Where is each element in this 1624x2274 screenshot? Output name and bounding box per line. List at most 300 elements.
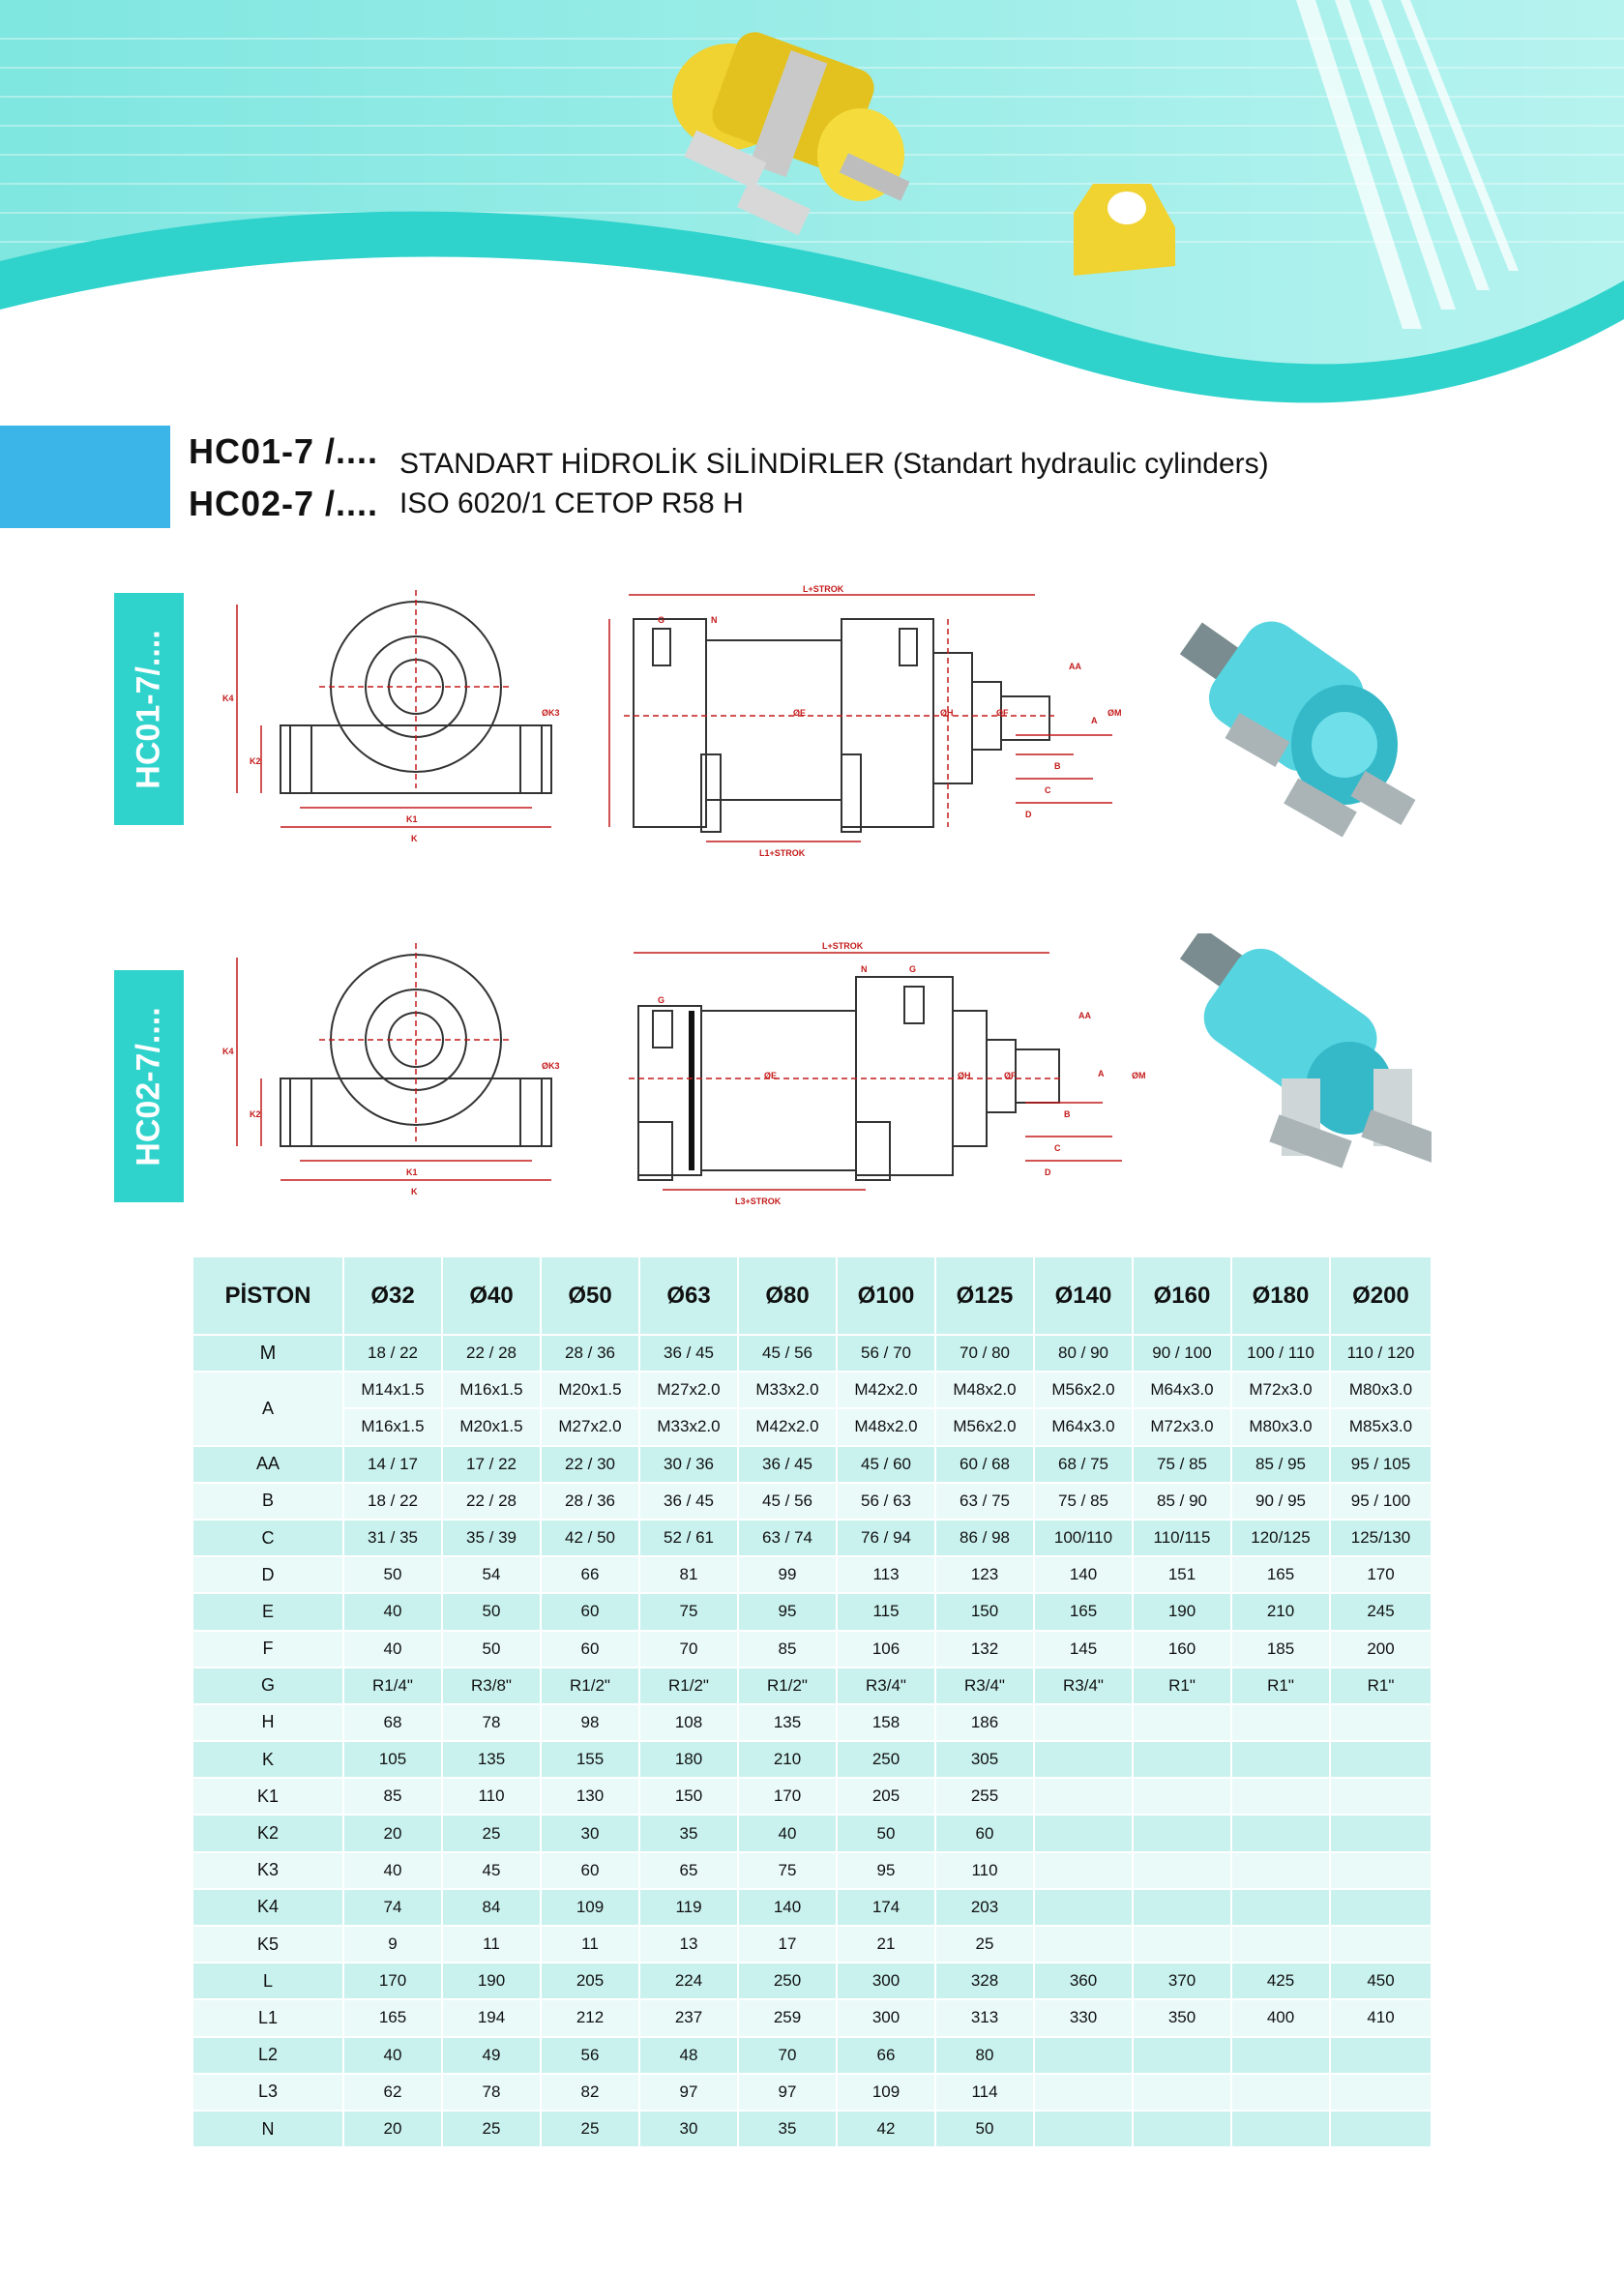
table-cell: M27x2.0: [639, 1372, 738, 1408]
cyan-cylinder-image-2: [1180, 933, 1432, 1168]
table-cell: [1231, 2111, 1330, 2146]
table-cell: [1034, 2111, 1133, 2146]
page-subtitle: ISO 6020/1 CETOP R58 H: [399, 487, 744, 519]
table-cell: [1231, 1815, 1330, 1851]
table-cell: 120/125: [1231, 1520, 1330, 1556]
table-cell: 40: [343, 1852, 442, 1889]
table-cell: 31 / 35: [343, 1520, 442, 1556]
table-cell: [1231, 1889, 1330, 1926]
table-cell: 28 / 36: [541, 1335, 639, 1372]
table-cell: 113: [837, 1556, 935, 1593]
row-label: L3: [193, 2074, 343, 2111]
table-cell: M64x3.0: [1133, 1372, 1231, 1408]
table-cell: R1/2": [639, 1668, 738, 1704]
table-header-bore: Ø80: [738, 1257, 837, 1335]
table-cell: M72x3.0: [1133, 1408, 1231, 1445]
table-cell: 66: [541, 1556, 639, 1593]
table-cell: [1330, 1741, 1432, 1778]
table-cell: [1330, 2037, 1432, 2074]
table-cell: 135: [738, 1704, 837, 1741]
table-cell: 45: [442, 1852, 541, 1889]
table-cell: [1034, 2074, 1133, 2111]
table-cell: 86 / 98: [935, 1520, 1034, 1556]
dim-k3-2: ØK3: [542, 1061, 560, 1071]
table-row: [193, 1999, 1432, 2036]
table-cell: [1330, 1852, 1432, 1889]
table-cell: M33x2.0: [639, 1408, 738, 1445]
table-cell: 22 / 30: [541, 1446, 639, 1483]
table-cell: 125/130: [1330, 1520, 1432, 1556]
table-cell: 95 / 100: [1330, 1483, 1432, 1520]
table-cell: 17: [738, 1926, 837, 1963]
table-body: [193, 1335, 1432, 2146]
dim-k3: ØK3: [542, 708, 560, 718]
table-cell: 80: [935, 2037, 1034, 2074]
table-cell: 108: [639, 1704, 738, 1741]
table-cell: R3/4": [1034, 1668, 1133, 1704]
table-cell: 165: [1231, 1556, 1330, 1593]
table-cell: [1330, 1704, 1432, 1741]
table-header-bore: Ø160: [1133, 1257, 1231, 1335]
table-cell: 410: [1330, 1999, 1432, 2036]
table-cell: [1330, 2111, 1432, 2146]
specification-table: [193, 1257, 1432, 2146]
table-cell: 186: [935, 1704, 1034, 1741]
product-code-2: HC02-7 /....: [189, 484, 379, 523]
table-header-bore: Ø180: [1231, 1257, 1330, 1335]
table-cell: [1133, 2037, 1231, 2074]
table-cell: M85x3.0: [1330, 1408, 1432, 1445]
side-tab-hc01: [114, 593, 184, 825]
table-cell: 190: [442, 1963, 541, 1999]
table-cell: 50: [442, 1593, 541, 1630]
dim-k1-2: K1: [406, 1167, 418, 1177]
table-cell: [1231, 1926, 1330, 1963]
table-cell: 330: [1034, 1999, 1133, 2036]
dim-b: B: [1054, 761, 1061, 771]
table-cell: 22 / 28: [442, 1335, 541, 1372]
table-cell: R3/8": [442, 1668, 541, 1704]
table-row: [193, 1556, 1432, 1593]
side-tab-hc02-label: HC02-7/....: [130, 1006, 167, 1167]
table-cell: [1231, 1741, 1330, 1778]
table-cell: 81: [639, 1556, 738, 1593]
table-cell: 56 / 63: [837, 1483, 935, 1520]
table-cell: [1330, 1926, 1432, 1963]
table-cell: 224: [639, 1963, 738, 1999]
table-cell: [1034, 1889, 1133, 1926]
table-cell: R1": [1133, 1668, 1231, 1704]
table-cell: 255: [935, 1778, 1034, 1815]
table-cell: 203: [935, 1889, 1034, 1926]
table-cell: 65: [639, 1852, 738, 1889]
table-header-bore: Ø100: [837, 1257, 935, 1335]
dim-stroke1: L1+STROK: [759, 848, 806, 858]
table-cell: 194: [442, 1999, 541, 2036]
table-cell: 42: [837, 2111, 935, 2146]
table-cell: 165: [1034, 1593, 1133, 1630]
table-cell: 45 / 60: [837, 1446, 935, 1483]
table-cell: 180: [639, 1741, 738, 1778]
table-cell: 50: [343, 1556, 442, 1593]
table-cell: 170: [1330, 1556, 1432, 1593]
table-cell: 42 / 50: [541, 1520, 639, 1556]
table-cell: 36 / 45: [639, 1483, 738, 1520]
row-label: N: [193, 2111, 343, 2146]
dim-h: ØH: [940, 708, 954, 718]
table-cell: 400: [1231, 1999, 1330, 2036]
table-cell: M42x2.0: [837, 1372, 935, 1408]
table-cell: M80x3.0: [1231, 1408, 1330, 1445]
table-cell: 190: [1133, 1593, 1231, 1630]
table-cell: 185: [1231, 1631, 1330, 1668]
table-cell: [1231, 1852, 1330, 1889]
row-label: K1: [193, 1778, 343, 1815]
table-cell: 109: [541, 1889, 639, 1926]
row-label: D: [193, 1556, 343, 1593]
dim-k: K: [411, 834, 418, 843]
dim-m: ØM: [1107, 708, 1122, 718]
table-row: [193, 1408, 1432, 1445]
table-cell: 200: [1330, 1631, 1432, 1668]
table-cell: 115: [837, 1593, 935, 1630]
table-cell: 11: [442, 1926, 541, 1963]
table-row: [193, 1593, 1432, 1630]
dim-f-2: ØF: [1004, 1071, 1017, 1080]
row-label: K: [193, 1741, 343, 1778]
dim-k2: K2: [250, 756, 261, 766]
table-row: [193, 1741, 1432, 1778]
table-cell: 40: [343, 2037, 442, 2074]
table-cell: 50: [442, 1631, 541, 1668]
table-cell: M16x1.5: [343, 1408, 442, 1445]
table-cell: [1133, 1778, 1231, 1815]
table-row: [193, 1520, 1432, 1556]
table-cell: 17 / 22: [442, 1446, 541, 1483]
table-cell: 100 / 110: [1231, 1335, 1330, 1372]
table-cell: M20x1.5: [541, 1372, 639, 1408]
page-title: STANDART HİDROLİK SİLİNDİRLER (Standart hydraulic cylinders): [399, 448, 1269, 480]
table-cell: [1133, 1926, 1231, 1963]
table-row: [193, 1372, 1432, 1408]
table-cell: 11: [541, 1926, 639, 1963]
table-row: [193, 1815, 1432, 1851]
table-cell: 106: [837, 1631, 935, 1668]
dim-a-2: A: [1098, 1069, 1105, 1078]
dim-g-2: G: [658, 995, 665, 1005]
table-cell: 160: [1133, 1631, 1231, 1668]
table-cell: 70: [639, 1631, 738, 1668]
table-cell: 40: [343, 1593, 442, 1630]
row-label: K2: [193, 1815, 343, 1851]
table-header-row: [193, 1257, 1432, 1335]
table-cell: [1034, 1852, 1133, 1889]
table-cell: 85 / 90: [1133, 1483, 1231, 1520]
table-cell: M48x2.0: [837, 1408, 935, 1445]
table-cell: 158: [837, 1704, 935, 1741]
table-cell: 100/110: [1034, 1520, 1133, 1556]
row-label: C: [193, 1520, 343, 1556]
table-row: [193, 2111, 1432, 2146]
dim-c: C: [1045, 785, 1051, 795]
table-header-bore: Ø125: [935, 1257, 1034, 1335]
table-cell: [1133, 1815, 1231, 1851]
table-cell: 52 / 61: [639, 1520, 738, 1556]
table-row: [193, 2037, 1432, 2074]
table-cell: 66: [837, 2037, 935, 2074]
dim-e: ØE: [793, 708, 807, 718]
table-cell: 40: [343, 1631, 442, 1668]
table-cell: 45 / 56: [738, 1335, 837, 1372]
table-cell: 74: [343, 1889, 442, 1926]
table-cell: [1231, 1704, 1330, 1741]
table-cell: M27x2.0: [541, 1408, 639, 1445]
table-cell: 25: [541, 2111, 639, 2146]
table-cell: 36 / 45: [738, 1446, 837, 1483]
table-cell: [1133, 2111, 1231, 2146]
table-cell: 425: [1231, 1963, 1330, 1999]
table-cell: R1/2": [738, 1668, 837, 1704]
table-cell: 36 / 45: [639, 1335, 738, 1372]
table-cell: 237: [639, 1999, 738, 2036]
table-row: [193, 1778, 1432, 1815]
table-cell: 90 / 95: [1231, 1483, 1330, 1520]
table-header-bore: Ø63: [639, 1257, 738, 1335]
cyan-cylinder-image-1: [1180, 610, 1416, 838]
table-row: [193, 1704, 1432, 1741]
table-header-bore: Ø200: [1330, 1257, 1432, 1335]
dim-e-2: ØE: [764, 1071, 778, 1080]
table-cell: M56x2.0: [1034, 1372, 1133, 1408]
table-cell: 49: [442, 2037, 541, 2074]
table-cell: 75: [639, 1593, 738, 1630]
table-cell: 210: [738, 1741, 837, 1778]
row-label: AA: [193, 1446, 343, 1483]
table-cell: 60: [935, 1815, 1034, 1851]
table-row: [193, 1446, 1432, 1483]
table-row: [193, 1631, 1432, 1668]
row-label: K3: [193, 1852, 343, 1889]
table-cell: M56x2.0: [935, 1408, 1034, 1445]
table-cell: 40: [738, 1815, 837, 1851]
table-header-piston: PİSTON: [193, 1257, 343, 1335]
table-cell: R1": [1231, 1668, 1330, 1704]
table-cell: 68: [343, 1704, 442, 1741]
table-cell: 20: [343, 2111, 442, 2146]
table-cell: 75 / 85: [1034, 1483, 1133, 1520]
row-label: B: [193, 1483, 343, 1520]
table-header-bore: Ø32: [343, 1257, 442, 1335]
dim-g: G: [658, 615, 665, 625]
row-label: E: [193, 1593, 343, 1630]
table-cell: 30 / 36: [639, 1446, 738, 1483]
table-header-bore: Ø50: [541, 1257, 639, 1335]
table-cell: [1034, 1926, 1133, 1963]
table-cell: 110: [935, 1852, 1034, 1889]
table-cell: 60: [541, 1593, 639, 1630]
table-cell: R1/4": [343, 1668, 442, 1704]
table-cell: 98: [541, 1704, 639, 1741]
table-cell: [1133, 1741, 1231, 1778]
dim-f: ØF: [996, 708, 1009, 718]
dim-aa: AA: [1069, 662, 1081, 671]
table-cell: 109: [837, 2074, 935, 2111]
table-cell: [1231, 1778, 1330, 1815]
table-cell: 205: [541, 1963, 639, 1999]
table-cell: 50: [935, 2111, 1034, 2146]
dim-b-2: B: [1064, 1109, 1071, 1119]
table-cell: 210: [1231, 1593, 1330, 1630]
table-cell: [1133, 1889, 1231, 1926]
table-cell: 119: [639, 1889, 738, 1926]
dim-stroke-2: L+STROK: [822, 941, 864, 951]
table-cell: 110 / 120: [1330, 1335, 1432, 1372]
table-cell: 84: [442, 1889, 541, 1926]
side-tab-hc02: [114, 970, 184, 1202]
dim-aa-2: AA: [1078, 1011, 1091, 1020]
table-cell: 105: [343, 1741, 442, 1778]
dim-g2-2: G: [909, 964, 917, 974]
table-cell: 85: [343, 1778, 442, 1815]
table-cell: 300: [837, 1963, 935, 1999]
table-cell: R3/4": [935, 1668, 1034, 1704]
table-cell: M42x2.0: [738, 1408, 837, 1445]
table-cell: 151: [1133, 1556, 1231, 1593]
table-cell: 95: [738, 1593, 837, 1630]
table-cell: 97: [738, 2074, 837, 2111]
row-label: K5: [193, 1926, 343, 1963]
dim-d: D: [1025, 810, 1032, 819]
table-cell: 54: [442, 1556, 541, 1593]
table-cell: [1330, 1815, 1432, 1851]
table-cell: 313: [935, 1999, 1034, 2036]
table-cell: 48: [639, 2037, 738, 2074]
table-cell: [1330, 1778, 1432, 1815]
table-cell: 123: [935, 1556, 1034, 1593]
dim-stroke3-2: L3+STROK: [735, 1196, 782, 1206]
dim-m-2: ØM: [1132, 1071, 1146, 1080]
dim-n: N: [711, 615, 718, 625]
table-row: [193, 1889, 1432, 1926]
table-cell: 145: [1034, 1631, 1133, 1668]
row-label: A: [193, 1372, 343, 1445]
table-cell: M72x3.0: [1231, 1372, 1330, 1408]
table-cell: 360: [1034, 1963, 1133, 1999]
row-label: L: [193, 1963, 343, 1999]
table-cell: [1330, 2074, 1432, 2111]
table-cell: 70: [738, 2037, 837, 2074]
table-cell: 135: [442, 1741, 541, 1778]
table-cell: 20: [343, 1815, 442, 1851]
table-cell: 70 / 80: [935, 1335, 1034, 1372]
table-cell: 68 / 75: [1034, 1446, 1133, 1483]
table-cell: 82: [541, 2074, 639, 2111]
table-cell: 95: [837, 1852, 935, 1889]
table-cell: M20x1.5: [442, 1408, 541, 1445]
table-cell: 150: [639, 1778, 738, 1815]
table-cell: 85: [738, 1631, 837, 1668]
table-cell: 250: [738, 1963, 837, 1999]
dim-stroke: L+STROK: [803, 584, 844, 594]
table-header-bore: Ø140: [1034, 1257, 1133, 1335]
table-cell: 25: [442, 1815, 541, 1851]
table-cell: 90 / 100: [1133, 1335, 1231, 1372]
table-cell: 205: [837, 1778, 935, 1815]
table-cell: [1034, 2037, 1133, 2074]
row-label: L2: [193, 2037, 343, 2074]
table-cell: 80 / 90: [1034, 1335, 1133, 1372]
table-cell: 14 / 17: [343, 1446, 442, 1483]
table-cell: R3/4": [837, 1668, 935, 1704]
table-cell: 155: [541, 1741, 639, 1778]
table-cell: 63 / 75: [935, 1483, 1034, 1520]
table-cell: [1133, 1852, 1231, 1889]
dim-k1: K1: [406, 814, 418, 824]
table-cell: 305: [935, 1741, 1034, 1778]
row-label: F: [193, 1631, 343, 1668]
table-cell: 350: [1133, 1999, 1231, 2036]
table-cell: 35: [738, 2111, 837, 2146]
table-cell: M16x1.5: [442, 1372, 541, 1408]
table-cell: 60 / 68: [935, 1446, 1034, 1483]
row-label: H: [193, 1704, 343, 1741]
table-cell: 300: [837, 1999, 935, 2036]
table-cell: 56 / 70: [837, 1335, 935, 1372]
table-cell: 28 / 36: [541, 1483, 639, 1520]
table-cell: 75 / 85: [1133, 1446, 1231, 1483]
table-cell: 170: [343, 1963, 442, 1999]
table-cell: 75: [738, 1852, 837, 1889]
dim-c-2: C: [1054, 1143, 1061, 1153]
table-cell: 165: [343, 1999, 442, 2036]
drawing-hc01: [222, 580, 1432, 871]
header-background: [0, 0, 1624, 426]
table-cell: 22 / 28: [442, 1483, 541, 1520]
table-cell: 35: [639, 1815, 738, 1851]
table-cell: [1034, 1778, 1133, 1815]
dim-d-2: D: [1045, 1167, 1051, 1177]
table-cell: 62: [343, 2074, 442, 2111]
table-cell: 25: [442, 2111, 541, 2146]
table-cell: 450: [1330, 1963, 1432, 1999]
table-cell: 78: [442, 1704, 541, 1741]
table-cell: 140: [738, 1889, 837, 1926]
table-cell: 132: [935, 1631, 1034, 1668]
side-tab-hc01-label: HC01-7/....: [130, 629, 167, 789]
table-cell: 76 / 94: [837, 1520, 935, 1556]
row-label: G: [193, 1668, 343, 1704]
table-row: [193, 1852, 1432, 1889]
table-cell: 328: [935, 1963, 1034, 1999]
table-cell: 170: [738, 1778, 837, 1815]
table-cell: [1330, 1889, 1432, 1926]
table-cell: 114: [935, 2074, 1034, 2111]
dim-n-2: N: [861, 964, 868, 974]
table-cell: 45 / 56: [738, 1483, 837, 1520]
table-cell: 212: [541, 1999, 639, 2036]
table-cell: 30: [541, 1815, 639, 1851]
table-cell: 25: [935, 1926, 1034, 1963]
table-cell: 30: [639, 2111, 738, 2146]
row-label: M: [193, 1335, 343, 1372]
table-cell: M80x3.0: [1330, 1372, 1432, 1408]
table-cell: 259: [738, 1999, 837, 2036]
product-code-1: HC01-7 /....: [189, 431, 379, 471]
table-cell: [1034, 1704, 1133, 1741]
table-cell: 35 / 39: [442, 1520, 541, 1556]
table-cell: 140: [1034, 1556, 1133, 1593]
header-side-tab: [0, 426, 170, 528]
